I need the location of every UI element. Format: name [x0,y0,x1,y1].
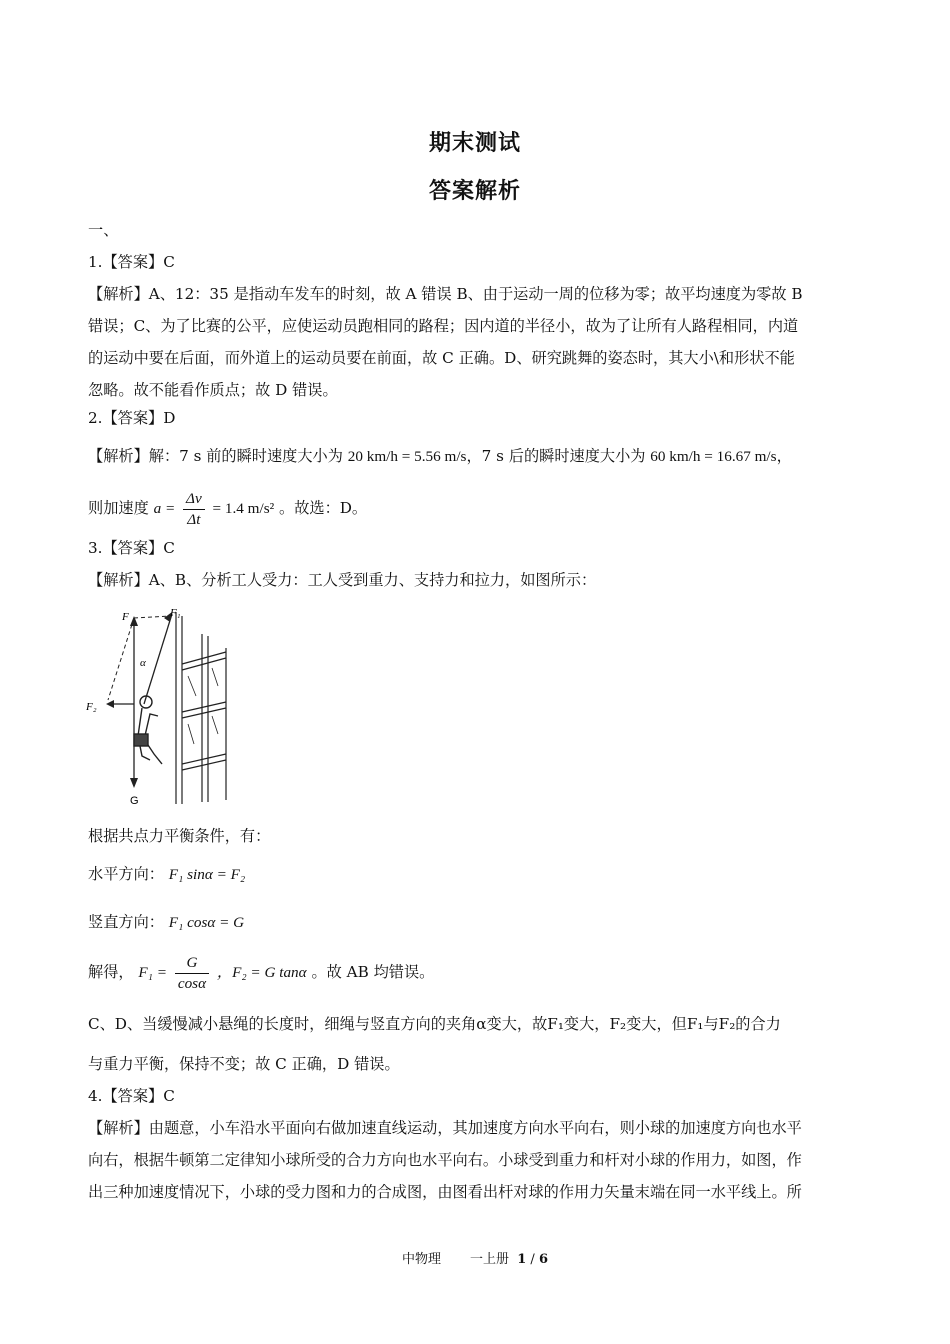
q1-analysis-line: 【解析】A、12：35 是指动车发车的时刻，故 A 错误 B、由于运动一周的位移为零；故平均速度为零故 B [88,285,803,303]
q3-horizontal-eq: F₁ sinα = F₂ [168,866,246,883]
label-f2: F₂ [86,701,97,713]
q2-v2-text: ，7 s 后的瞬时速度大小为 [466,447,646,465]
rope [144,614,172,704]
q2-accel-den: Δt [187,510,201,528]
section-heading: 一、 [88,221,119,239]
q4-analysis-line: 【解析】由题意，小车沿水平面向右做加速直线运动，其加速度方向水平向右，则小球的加速度方向也水平 [88,1119,802,1137]
q4-analysis-line: 向右，根据牛顿第二定律知小球所受的合力方向也水平向右。小球受到重力和杆对小球的作用力，如图，作 [88,1151,802,1169]
q2-accel-prefix: 则加速度 [88,499,149,517]
q3-horizontal-line [88,864,864,885]
footer-right: 一上册 [469,1252,509,1267]
g-arrowhead [130,778,138,788]
q2-analysis-prefix: 【解析】解： [88,447,180,465]
q1-analysis-line: 错误；C、为了比赛的公平，应使运动员跑相同的路程；因内道的半径小，故为了让所有人路程相同，内道 [88,317,799,335]
q1-answer: 1.【答案】C [88,253,175,271]
q2-v2-end: ， [776,447,792,465]
q1-analysis-line: 忽略。故不能看作质点；故 D 错误。 [88,381,338,399]
q1-analysis-line: 的运动中要在后面，而外道上的运动员要在前面，故 C 正确。D、研究跳舞的姿态时，其大小\和形状不能 [88,349,795,367]
f2-arrowhead [106,700,114,708]
q2-answer: 2.【答案】D [88,409,176,427]
q3-f1-lhs: F₁ = [138,964,167,981]
q4-analysis-line: 出三种加速度情况下，小球的受力图和力的合成图，由图看出杆对球的作用力矢量末端在同一水平线上。所 [88,1183,802,1201]
footer-page: 1 [517,1252,527,1267]
page-subtitle: 答案解析 [428,179,521,204]
q3-f2-eq: ，F₂ = G tanα [216,964,307,981]
q3-solve-suffix: 。故 AB 均错误。 [311,963,435,981]
q2-accel-fraction [183,489,205,530]
q4-answer: 4.【答案】C [88,1087,175,1105]
q3-cd-line-2: 与重力平衡，保持不变；故 C 正确，D 错误。 [88,1055,400,1073]
label-alpha: α [140,657,146,669]
q3-vertical-eq: F₁ cosα = G [168,914,245,931]
page-footer: 中物理 一上册 1 / 6 [402,1252,548,1267]
q2-v1-value: 20 km/h = 5.56 m/s [347,448,467,465]
q3-solve-line [88,950,864,995]
q3-f1-fraction [175,953,209,994]
q3-horizontal-label: 水平方向： [88,865,164,883]
q2-acceleration-line [88,486,864,531]
q2-v1-text: 7 s 前的瞬时速度大小为 [179,447,343,465]
q3-vertical-label: 竖直方向： [88,913,164,931]
q3-balance-line: 根据共点力平衡条件，有： [88,827,271,845]
q4-analysis [88,1112,864,1208]
q3-analysis: 【解析】A、B、分析工人受力：工人受到重力、支持力和拉力，如图所示： [88,571,597,589]
dashed-line-left [108,618,134,700]
q2-accel-result: = 1.4 m/s² [212,500,275,517]
label-f: F [122,611,129,623]
footer-total: 6 [538,1252,548,1267]
q2-accel-suffix: 。故选：D。 [279,499,368,517]
q3-solve-label: 解得， [88,963,134,981]
q3-f1-den: cosα [177,974,207,992]
q2-accel-num: Δv [183,489,205,510]
footer-left: 中物理 [402,1252,442,1267]
q3-answer: 3.【答案】C [88,539,175,557]
worker-force-figure [84,604,234,809]
q2-analysis-line [88,446,864,467]
label-g: G [130,795,139,807]
q1-analysis [88,278,864,406]
q3-vertical-line [88,912,864,933]
building-grid [176,612,226,804]
q2-accel-var: a = [153,500,176,517]
q3-f1-num: G [175,953,209,974]
label-f1: F₁ [170,607,181,619]
page-title: 期末测试 [428,131,521,156]
q2-v2-value: 60 km/h = 16.67 m/s [650,448,777,465]
worker-figure [134,696,162,764]
q3-cd-line-1: C、D、当缓慢减小悬绳的长度时，细绳与竖直方向的夹角α变大，故F₁变大，F₂变大，但F₁与F₂的合力 [88,1015,781,1033]
